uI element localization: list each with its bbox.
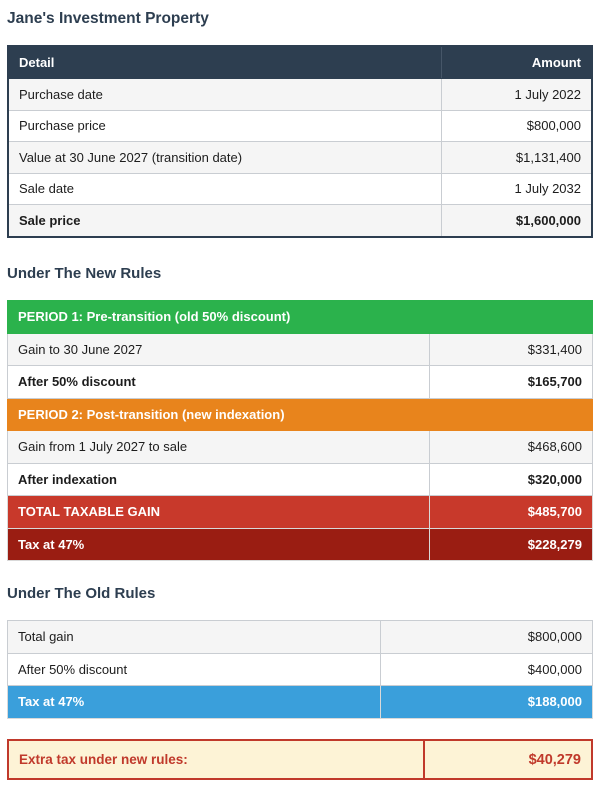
table-header-row	[8, 46, 592, 79]
period1-banner-row	[8, 301, 593, 334]
row-value: $800,000	[441, 110, 592, 142]
table-row	[8, 463, 593, 496]
table-row	[8, 653, 593, 686]
row-value: $485,700	[430, 496, 593, 529]
period2-banner: PERIOD 2: Post-transition (new indexation)	[8, 398, 593, 431]
old-rules-tax-row	[8, 686, 593, 719]
row-value: $400,000	[381, 653, 593, 686]
row-label: Total gain	[8, 621, 381, 654]
row-value: 1 July 2032	[441, 173, 592, 205]
row-label: Sale date	[8, 173, 441, 205]
new-rules-heading: Under The New Rules	[7, 265, 162, 282]
page-title: Jane's Investment Property	[7, 10, 209, 27]
row-label: After 50% discount	[8, 653, 381, 686]
row-value: 1 July 2022	[441, 79, 592, 111]
row-label: TOTAL TAXABLE GAIN	[8, 496, 430, 529]
table-row	[8, 366, 593, 399]
row-value: $1,131,400	[441, 142, 592, 174]
row-label: After 50% discount	[8, 366, 430, 399]
row-value: $800,000	[381, 621, 593, 654]
new-rules-tax-row	[8, 528, 593, 561]
table-row	[8, 431, 593, 464]
row-value: $468,600	[430, 431, 593, 464]
row-value: $320,000	[430, 463, 593, 496]
row-label: Value at 30 June 2027 (transition date)	[8, 142, 441, 174]
summary-value: $40,279	[424, 740, 592, 779]
row-label: Tax at 47%	[8, 686, 381, 719]
row-value: $1,600,000	[441, 205, 592, 237]
table-row	[8, 142, 592, 174]
row-label: Purchase price	[8, 110, 441, 142]
table-row	[8, 333, 593, 366]
row-label: Sale price	[8, 205, 441, 237]
summary-row	[8, 740, 592, 779]
row-value: $188,000	[381, 686, 593, 719]
row-label: Tax at 47%	[8, 528, 430, 561]
extra-tax-summary	[7, 739, 593, 780]
table-row	[8, 205, 592, 237]
row-value: $165,700	[430, 366, 593, 399]
table-row	[8, 621, 593, 654]
period2-banner-row	[8, 398, 593, 431]
new-rules-table	[7, 300, 593, 561]
row-label: Gain to 30 June 2027	[8, 333, 430, 366]
row-label: Purchase date	[8, 79, 441, 111]
table-row	[8, 173, 592, 205]
table-row	[8, 110, 592, 142]
old-rules-heading: Under The Old Rules	[7, 585, 156, 602]
table-row	[8, 79, 592, 111]
total-taxable-gain-row	[8, 496, 593, 529]
column-header-detail: Detail	[8, 46, 441, 79]
period1-banner: PERIOD 1: Pre-transition (old 50% discount)	[8, 301, 593, 334]
old-rules-table	[7, 620, 593, 719]
property-details-table	[7, 45, 593, 238]
row-value: $228,279	[430, 528, 593, 561]
row-value: $331,400	[430, 333, 593, 366]
row-label: Gain from 1 July 2027 to sale	[8, 431, 430, 464]
column-header-amount: Amount	[441, 46, 592, 79]
summary-label: Extra tax under new rules:	[8, 740, 424, 779]
row-label: After indexation	[8, 463, 430, 496]
